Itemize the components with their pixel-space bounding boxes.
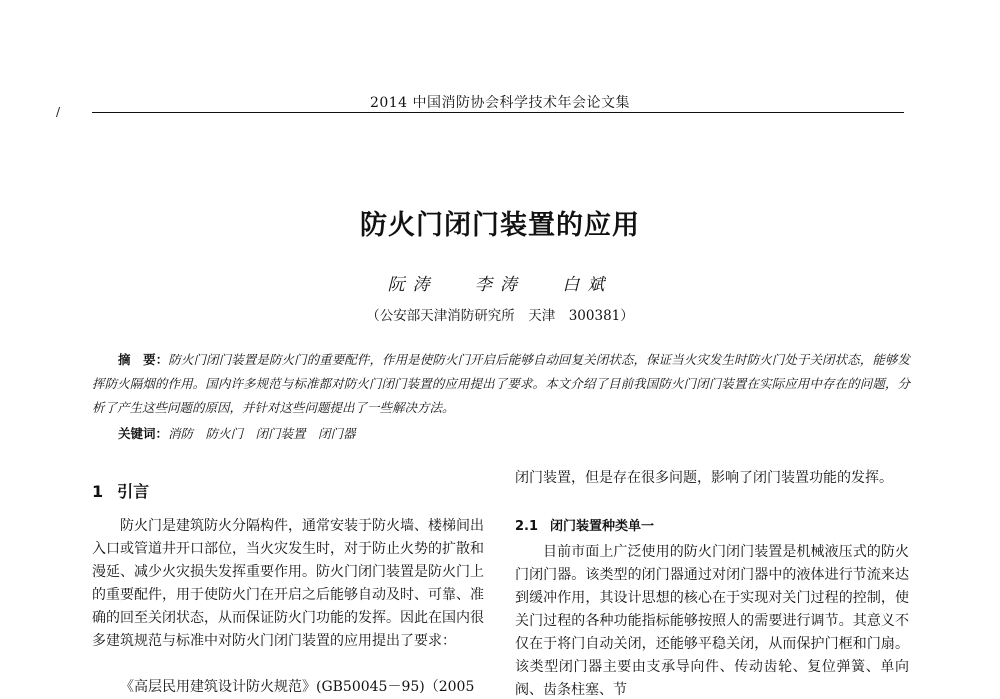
right-paragraph: 目前市面上广泛使用的防火门闭门装置是机械液压式的防火门闭门器。该类型的闭门器通过对闭门器中的液体进行节流来达到缓冲作用，其设计思想的核心在于实现对关门过程的控制，使关门过程的各种功能指标能够按照人的需要进行调节。其意义不仅在于将门自动关闭，还能够平稳关闭，从而保护门框和门扇。该类型闭门器主要由支承导向件、传动齿轮、复位弹簧、单向阀、齿条柱塞、节 bbox=[515, 544, 909, 697]
section-heading bbox=[92, 479, 149, 502]
subsection-heading bbox=[515, 515, 654, 534]
section-number: 1 bbox=[92, 482, 104, 501]
abstract bbox=[92, 348, 910, 420]
authors: 阮涛 李涛 白斌 bbox=[387, 275, 613, 295]
affiliation: （公安部天津消防研究所 天津 300381） bbox=[366, 308, 634, 324]
keywords-text: 消防 防火门 闭门装置 闭门器 bbox=[168, 426, 356, 441]
section-title: 引言 bbox=[117, 482, 150, 501]
subsection-title: 闭门装置种类单一 bbox=[550, 519, 655, 534]
intro-paragraph: 防火门是建筑防火分隔构件，通常安装于防火墙、楼梯间出入口或管道井开口部位，当火灾发生时，对于防止火势的扩散和漫延、减少火灾损失发挥重要作用。防火门闭门装置是防火门上的重要配件，用于使防火门在开启之后能够自动及时、可靠、准确的回至关闭状态，从而保证防火门功能的发挥。因此在国内很多建筑规范与标准中对防火门闭门装置的应用提出了要求： bbox=[92, 518, 484, 649]
margin-mark: / bbox=[56, 105, 61, 119]
running-header: 2014 中国消防协会科学技术年会论文集 bbox=[369, 95, 631, 111]
keywords-label: 关键词： bbox=[118, 426, 169, 441]
citation-line: 《高层民用建筑设计防火规范》(GB50045－95)（2005 bbox=[120, 679, 475, 695]
abstract-label: 摘 要： bbox=[118, 352, 169, 367]
keywords bbox=[118, 422, 908, 446]
subsection-number: 2.1 bbox=[515, 519, 539, 534]
header-rule bbox=[92, 112, 904, 113]
abstract-text: 防火门闭门装置是防火门的重要配件，作用是使防火门开启后能够自动回复关闭状态，保证当火灾发生时防火门处于关闭状态，能够发挥防火隔烟的作用。国内许多规范与标准都对防火门闭门装置的应用提出了要求。本文介绍了目前我国防火门闭门装置在实际应用中存在的问题，分析了产生这些问题的原因，并针对这些问题提出了一些解决方法。 bbox=[92, 352, 910, 415]
paper-title: 防火门闭门装置的应用 bbox=[360, 210, 640, 241]
continuation-paragraph: 闭门装置，但是存在很多问题，影响了闭门装置功能的发挥。 bbox=[515, 470, 893, 486]
